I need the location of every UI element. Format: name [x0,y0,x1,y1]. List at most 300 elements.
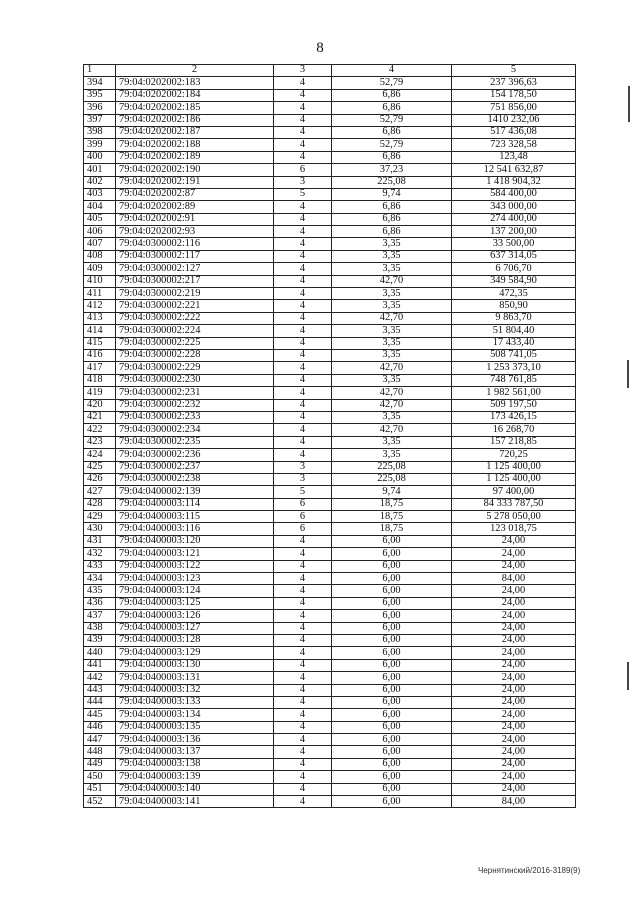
rate-value: 18,75 [332,523,452,535]
column-header-1: 1 [84,65,116,77]
cadastral-value: 517 436,08 [452,126,576,138]
rate-value: 6,00 [332,535,452,547]
table-row [84,89,576,101]
group-code: 4 [274,610,332,622]
cadastral-number: 79:04:0300002:221 [116,300,274,312]
rate-value: 6,86 [332,126,452,138]
row-number: 447 [84,734,116,746]
group-code: 4 [274,771,332,783]
group-code: 4 [274,288,332,300]
rate-value: 6,00 [332,771,452,783]
cadastral-value: 84,00 [452,796,576,808]
row-number: 401 [84,164,116,176]
row-number: 416 [84,349,116,361]
cadastral-number: 79:04:0202002:87 [116,188,274,200]
rate-value: 6,86 [332,201,452,213]
cadastral-number: 79:04:0202002:189 [116,151,274,163]
row-number: 415 [84,337,116,349]
rate-value: 3,35 [332,263,452,275]
rate-value: 52,79 [332,139,452,151]
group-code: 3 [274,176,332,188]
cadastral-number: 79:04:0400003:126 [116,610,274,622]
cadastral-number: 79:04:0400003:125 [116,597,274,609]
cadastral-value: 24,00 [452,647,576,659]
table-row [84,201,576,213]
cadastral-number: 79:04:0400003:121 [116,548,274,560]
group-code: 4 [274,226,332,238]
cadastral-number: 79:04:0300002:217 [116,275,274,287]
cadastral-value-table [83,64,576,808]
cadastral-number: 79:04:0400003:132 [116,684,274,696]
group-code: 4 [274,387,332,399]
rate-value: 6,00 [332,573,452,585]
cadastral-number: 79:04:0400003:140 [116,783,274,795]
table-row [84,226,576,238]
cadastral-number: 79:04:0400003:114 [116,498,274,510]
cadastral-value: 1 253 373,10 [452,362,576,374]
cadastral-number: 79:04:0400003:137 [116,746,274,758]
cadastral-value: 274 400,00 [452,213,576,225]
rate-value: 3,35 [332,325,452,337]
cadastral-value: 24,00 [452,622,576,634]
cadastral-number: 79:04:0400003:131 [116,672,274,684]
rate-value: 6,86 [332,102,452,114]
cadastral-value: 137 200,00 [452,226,576,238]
cadastral-number: 79:04:0400002:139 [116,486,274,498]
table-row [84,573,576,585]
row-number: 395 [84,89,116,101]
group-code: 5 [274,486,332,498]
table-row [84,325,576,337]
table-row [84,672,576,684]
rate-value: 3,35 [332,411,452,423]
cadastral-value: 154 178,50 [452,89,576,101]
table-row [84,102,576,114]
scan-edge-mark [627,662,629,690]
rate-value: 3,35 [332,374,452,386]
row-number: 452 [84,796,116,808]
cadastral-value: 24,00 [452,597,576,609]
table-row [84,126,576,138]
group-code: 4 [274,213,332,225]
cadastral-value: 123 018,75 [452,523,576,535]
cadastral-value: 6 706,70 [452,263,576,275]
page-number: 8 [316,40,324,56]
table-row [84,461,576,473]
row-number: 410 [84,275,116,287]
cadastral-value: 637 314,05 [452,250,576,262]
cadastral-number: 79:04:0400003:115 [116,511,274,523]
cadastral-value: 24,00 [452,721,576,733]
group-code: 4 [274,573,332,585]
rate-value: 18,75 [332,498,452,510]
rate-value: 9,74 [332,188,452,200]
table-row [84,535,576,547]
group-code: 4 [274,349,332,361]
cadastral-number: 79:04:0202002:184 [116,89,274,101]
group-code: 4 [274,411,332,423]
cadastral-number: 79:04:0202002:188 [116,139,274,151]
group-code: 6 [274,511,332,523]
group-code: 4 [274,151,332,163]
table-row [84,449,576,461]
table-row [84,288,576,300]
row-number: 421 [84,411,116,423]
rate-value: 6,00 [332,684,452,696]
rate-value: 6,00 [332,783,452,795]
cadastral-value: 12 541 632,87 [452,164,576,176]
row-number: 403 [84,188,116,200]
cadastral-value: 51 804,40 [452,325,576,337]
rate-value: 6,00 [332,796,452,808]
row-number: 442 [84,672,116,684]
table-row [84,647,576,659]
row-number: 448 [84,746,116,758]
cadastral-value: 5 278 050,00 [452,511,576,523]
cadastral-number: 79:04:0300002:219 [116,288,274,300]
cadastral-number: 79:04:0202002:190 [116,164,274,176]
cadastral-value: 24,00 [452,684,576,696]
cadastral-number: 79:04:0400003:124 [116,585,274,597]
group-code: 4 [274,238,332,250]
cadastral-value: 24,00 [452,783,576,795]
table-row [84,523,576,535]
cadastral-number: 79:04:0400003:135 [116,721,274,733]
document-code: Чернятинский/2016-3189(9) [478,866,581,875]
group-code: 4 [274,622,332,634]
cadastral-value: 24,00 [452,634,576,646]
cadastral-value: 1 125 400,00 [452,461,576,473]
row-number: 402 [84,176,116,188]
row-number: 449 [84,758,116,770]
row-number: 419 [84,387,116,399]
group-code: 4 [274,734,332,746]
rate-value: 225,08 [332,473,452,485]
table-row [84,114,576,126]
table-row [84,560,576,572]
row-number: 427 [84,486,116,498]
row-number: 424 [84,449,116,461]
cadastral-number: 79:04:0300002:237 [116,461,274,473]
group-code: 4 [274,250,332,262]
rate-value: 42,70 [332,362,452,374]
rate-value: 6,00 [332,634,452,646]
cadastral-number: 79:04:0400003:123 [116,573,274,585]
row-number: 431 [84,535,116,547]
cadastral-number: 79:04:0400003:133 [116,696,274,708]
table-row [84,139,576,151]
table-row [84,337,576,349]
cadastral-value: 751 856,00 [452,102,576,114]
group-code: 4 [274,312,332,324]
group-code: 4 [274,647,332,659]
table-row [84,188,576,200]
table-row [84,436,576,448]
row-number: 451 [84,783,116,795]
row-number: 398 [84,126,116,138]
group-code: 4 [274,597,332,609]
rate-value: 225,08 [332,461,452,473]
rate-value: 42,70 [332,312,452,324]
table-row [84,275,576,287]
row-number: 441 [84,659,116,671]
group-code: 4 [274,77,332,89]
row-number: 446 [84,721,116,733]
row-number: 400 [84,151,116,163]
cadastral-number: 79:04:0400003:120 [116,535,274,547]
rate-value: 3,35 [332,449,452,461]
cadastral-number: 79:04:0202002:187 [116,126,274,138]
rate-value: 52,79 [332,77,452,89]
row-number: 408 [84,250,116,262]
cadastral-number: 79:04:0300002:224 [116,325,274,337]
rate-value: 3,35 [332,337,452,349]
group-code: 4 [274,89,332,101]
table-row [84,721,576,733]
cadastral-number: 79:04:0300002:225 [116,337,274,349]
cadastral-number: 79:04:0400003:138 [116,758,274,770]
cadastral-number: 79:04:0300002:117 [116,250,274,262]
rate-value: 42,70 [332,387,452,399]
cadastral-value: 84,00 [452,573,576,585]
group-code: 4 [274,275,332,287]
group-code: 4 [274,139,332,151]
row-number: 404 [84,201,116,213]
cadastral-value: 1 418 904,32 [452,176,576,188]
rate-value: 6,00 [332,610,452,622]
row-number: 407 [84,238,116,250]
row-number: 440 [84,647,116,659]
group-code: 6 [274,498,332,510]
group-code: 4 [274,758,332,770]
column-header-3: 3 [274,65,332,77]
row-number: 429 [84,511,116,523]
cadastral-value: 24,00 [452,672,576,684]
row-number: 443 [84,684,116,696]
row-number: 426 [84,473,116,485]
row-number: 405 [84,213,116,225]
group-code: 4 [274,535,332,547]
group-code: 6 [274,523,332,535]
cadastral-number: 79:04:0300002:230 [116,374,274,386]
cadastral-number: 79:04:0400003:130 [116,659,274,671]
row-number: 438 [84,622,116,634]
table-row [84,374,576,386]
cadastral-number: 79:04:0400003:129 [116,647,274,659]
row-number: 430 [84,523,116,535]
table-header-row [84,65,576,77]
rate-value: 6,86 [332,151,452,163]
rate-value: 9,74 [332,486,452,498]
scan-edge-mark [627,360,629,388]
cadastral-number: 79:04:0202002:91 [116,213,274,225]
group-code: 4 [274,585,332,597]
cadastral-number: 79:04:0400003:122 [116,560,274,572]
group-code: 4 [274,436,332,448]
row-number: 420 [84,399,116,411]
cadastral-value: 509 197,50 [452,399,576,411]
group-code: 4 [274,374,332,386]
column-header-4: 4 [332,65,452,77]
rate-value: 3,35 [332,436,452,448]
group-code: 4 [274,659,332,671]
group-code: 4 [274,102,332,114]
row-number: 397 [84,114,116,126]
cadastral-value: 97 400,00 [452,486,576,498]
cadastral-value: 349 584,90 [452,275,576,287]
table-row [84,250,576,262]
cadastral-value: 16 268,70 [452,424,576,436]
group-code: 4 [274,709,332,721]
rate-value: 3,35 [332,288,452,300]
group-code: 4 [274,796,332,808]
row-number: 396 [84,102,116,114]
group-code: 3 [274,461,332,473]
group-code: 4 [274,114,332,126]
table-row [84,238,576,250]
cadastral-value: 24,00 [452,709,576,721]
row-number: 436 [84,597,116,609]
table-row [84,424,576,436]
rate-value: 6,00 [332,659,452,671]
cadastral-number: 79:04:0300002:228 [116,349,274,361]
cadastral-value: 24,00 [452,610,576,622]
group-code: 4 [274,449,332,461]
group-code: 4 [274,337,332,349]
cadastral-number: 79:04:0300002:116 [116,238,274,250]
cadastral-number: 79:04:0300002:235 [116,436,274,448]
table-row [84,312,576,324]
cadastral-number: 79:04:0300002:234 [116,424,274,436]
rate-value: 3,35 [332,250,452,262]
row-number: 413 [84,312,116,324]
table-row [84,213,576,225]
cadastral-value: 84 333 787,50 [452,498,576,510]
table-row [84,610,576,622]
rate-value: 225,08 [332,176,452,188]
row-number: 406 [84,226,116,238]
row-number: 433 [84,560,116,572]
rate-value: 6,00 [332,647,452,659]
cadastral-value: 584 400,00 [452,188,576,200]
cadastral-number: 79:04:0400003:139 [116,771,274,783]
row-number: 422 [84,424,116,436]
cadastral-value: 9 863,70 [452,312,576,324]
table-row [84,473,576,485]
group-code: 4 [274,263,332,275]
table-row [84,597,576,609]
cadastral-value: 723 328,58 [452,139,576,151]
cadastral-value: 343 000,00 [452,201,576,213]
rate-value: 37,23 [332,164,452,176]
cadastral-number: 79:04:0300002:127 [116,263,274,275]
group-code: 3 [274,473,332,485]
cadastral-number: 79:04:0300002:231 [116,387,274,399]
group-code: 4 [274,684,332,696]
cadastral-number: 79:04:0300002:236 [116,449,274,461]
cadastral-number: 79:04:0300002:222 [116,312,274,324]
cadastral-number: 79:04:0400003:136 [116,734,274,746]
table-row [84,486,576,498]
table-row [84,634,576,646]
row-number: 411 [84,288,116,300]
cadastral-number: 79:04:0202002:186 [116,114,274,126]
cadastral-value: 24,00 [452,535,576,547]
table-row [84,399,576,411]
table-row [84,771,576,783]
rate-value: 6,00 [332,709,452,721]
table-row [84,783,576,795]
cadastral-number: 79:04:0300002:232 [116,399,274,411]
group-code: 4 [274,126,332,138]
row-number: 428 [84,498,116,510]
cadastral-value: 720,25 [452,449,576,461]
rate-value: 6,00 [332,672,452,684]
table-row [84,349,576,361]
rate-value: 6,00 [332,758,452,770]
cadastral-value: 24,00 [452,560,576,572]
cadastral-number: 79:04:0202002:191 [116,176,274,188]
table-row [84,498,576,510]
cadastral-number: 79:04:0300002:233 [116,411,274,423]
table-row [84,77,576,89]
row-number: 414 [84,325,116,337]
column-header-5: 5 [452,65,576,77]
cadastral-value: 1410 232,06 [452,114,576,126]
row-number: 439 [84,634,116,646]
rate-value: 18,75 [332,511,452,523]
cadastral-number: 79:04:0202002:89 [116,201,274,213]
cadastral-value: 24,00 [452,771,576,783]
cadastral-number: 79:04:0202002:183 [116,77,274,89]
rate-value: 6,00 [332,585,452,597]
cadastral-number: 79:04:0300002:229 [116,362,274,374]
row-number: 434 [84,573,116,585]
group-code: 4 [274,362,332,374]
rate-value: 6,00 [332,721,452,733]
row-number: 412 [84,300,116,312]
table-row [84,758,576,770]
group-code: 4 [274,300,332,312]
cadastral-value: 850,90 [452,300,576,312]
table-row [84,300,576,312]
group-code: 4 [274,672,332,684]
row-number: 409 [84,263,116,275]
table-row [84,709,576,721]
table-row [84,164,576,176]
table-row [84,746,576,758]
group-code: 4 [274,560,332,572]
cadastral-value: 508 741,05 [452,349,576,361]
cadastral-value: 24,00 [452,746,576,758]
table-row [84,659,576,671]
cadastral-value: 33 500,00 [452,238,576,250]
group-code: 4 [274,634,332,646]
cadastral-value: 24,00 [452,758,576,770]
rate-value: 6,00 [332,734,452,746]
cadastral-number: 79:04:0300002:238 [116,473,274,485]
cadastral-number: 79:04:0400003:141 [116,796,274,808]
table-body [84,77,576,808]
rate-value: 3,35 [332,238,452,250]
cadastral-number: 79:04:0202002:93 [116,226,274,238]
table-row [84,696,576,708]
table-row [84,263,576,275]
rate-value: 52,79 [332,114,452,126]
cadastral-value: 237 396,63 [452,77,576,89]
rate-value: 6,86 [332,213,452,225]
rate-value: 42,70 [332,424,452,436]
